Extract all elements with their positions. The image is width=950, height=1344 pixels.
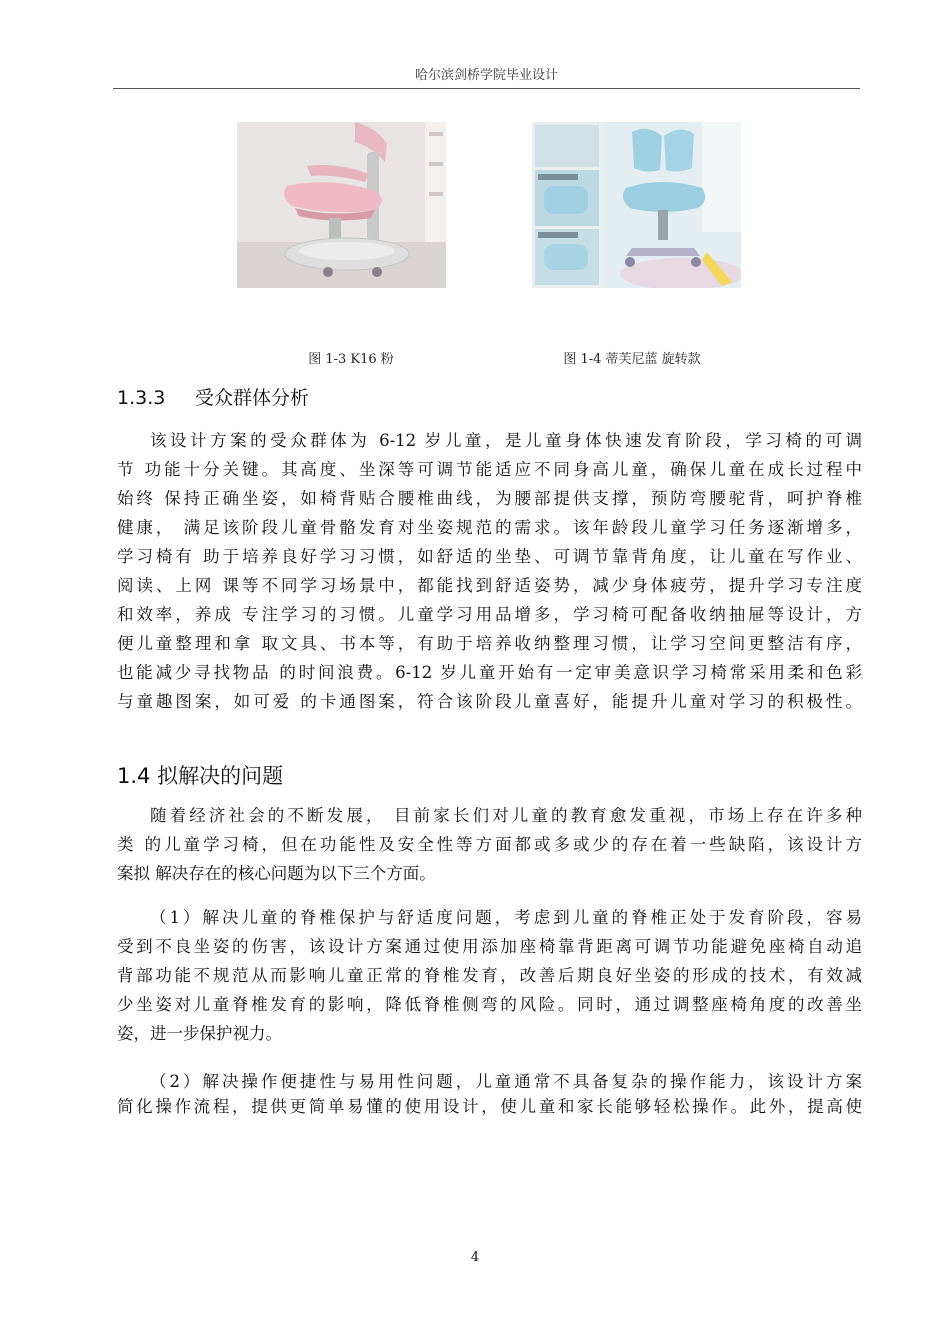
section-title: 拟解决的问题 xyxy=(157,764,284,788)
text-line: 和效率，养成 专注学习的习惯。儿童学习用品增多，学习椅可配备收纳抽屉等设计，方 xyxy=(117,605,862,624)
section-number: 1.4 xyxy=(117,764,151,788)
text-line: 阅读、上网 课等不同学习场景中，都能找到舒适姿势，减少身体疲劳，提升学习专注度 xyxy=(117,576,862,595)
section-heading-1-4 xyxy=(117,760,283,790)
text-line: （1）解决儿童的脊椎保护与舒适度问题，考虑到儿童的脊椎正处于发育阶段，容易 xyxy=(150,908,862,927)
text-line: 简化操作流程，提供更简单易懂的使用设计，使儿童和家长能够轻松操作。此外，提高使 xyxy=(117,1097,862,1116)
text-line: 类 的儿童学习椅，但在功能性及安全性等方面都或多或少的存在着一些缺陷，该设计方 xyxy=(117,835,862,854)
section-heading-1-3-3 xyxy=(117,383,309,410)
text-line: 案拟 解决存在的核心问题为以下三个方面。 xyxy=(117,864,436,883)
paragraph-problem-1 xyxy=(117,903,862,1048)
paragraph-problem-2 xyxy=(117,1069,862,1119)
text-line: 始终 保持正确坐姿，如椅背贴合腰椎曲线，为腰部提供支撑，预防弯腰驼背，呵护脊椎 xyxy=(117,489,862,508)
text-line: 背部功能不规范从而影响儿童正常的脊椎发育，改善后期良好坐姿的形成的技术，有效减 xyxy=(117,966,862,985)
text-line: 与童趣图案，如可爱 的卡通图案，符合该阶段儿童喜好，能提升儿童对学习的积极性。 xyxy=(117,692,862,711)
pink-chair-illustration xyxy=(237,122,446,288)
header-rule xyxy=(113,88,860,89)
section-number: 1.3.3 xyxy=(117,387,166,409)
paragraph-audience xyxy=(117,426,862,716)
page-number: 4 xyxy=(470,1250,480,1265)
text-line: 随着经济社会的不断发展， 目前家长们对儿童的教育愈发重视，市场上存在许多种 xyxy=(150,806,862,825)
text-line: 姿，进一步保护视力。 xyxy=(117,1024,282,1043)
text-line: 受到不良坐姿的伤害，该设计方案通过使用添加座椅靠背距离可调节功能避免座椅自动追 xyxy=(117,937,862,956)
page-header: 哈尔滨剑桥学院毕业设计 xyxy=(414,68,558,83)
text-line: 也能减少寻找物品 的时间浪费。6-12 岁儿童开始有一定审美意识学习椅常采用柔和色彩 xyxy=(117,663,862,682)
section-title: 受众群体分析 xyxy=(195,387,310,409)
text-line: （2）解决操作便捷性与易用性问题，儿童通常不具备复杂的操作能力，该设计方案 xyxy=(150,1072,862,1091)
figure-pink-chair xyxy=(237,122,446,288)
paragraph-problems-intro xyxy=(117,801,862,888)
text-line: 便儿童整理和拿 取文具、书本等，有助于培养收纳整理习惯，让学习空间更整洁有序， xyxy=(117,634,862,653)
figure-caption-1-3: 图 1-3 K16 粉 xyxy=(308,352,394,367)
figure-blue-chair xyxy=(532,122,741,288)
text-line: 学习椅有 助于培养良好学习习惯，如舒适的坐垫、可调节靠背角度，让儿童在写作业、 xyxy=(117,547,862,566)
blue-chair-illustration xyxy=(532,122,741,288)
figure-caption-1-4: 图 1-4 蒂芙尼蓝 旋转款 xyxy=(563,352,701,367)
text-line: 该设计方案的受众群体为 6-12 岁儿童，是儿童身体快速发育阶段，学习椅的可调 xyxy=(150,431,862,450)
text-line: 少坐姿对儿童脊椎发育的影响，降低脊椎侧弯的风险。同时，通过调整座椅角度的改善坐 xyxy=(117,995,862,1014)
text-line: 健康， 满足该阶段儿童骨骼发育对坐姿规范的需求。该年龄段儿童学习任务逐渐增多， xyxy=(117,518,862,537)
text-line: 节 功能十分关键。其高度、坐深等可调节能适应不同身高儿童，确保儿童在成长过程中 xyxy=(117,460,862,479)
